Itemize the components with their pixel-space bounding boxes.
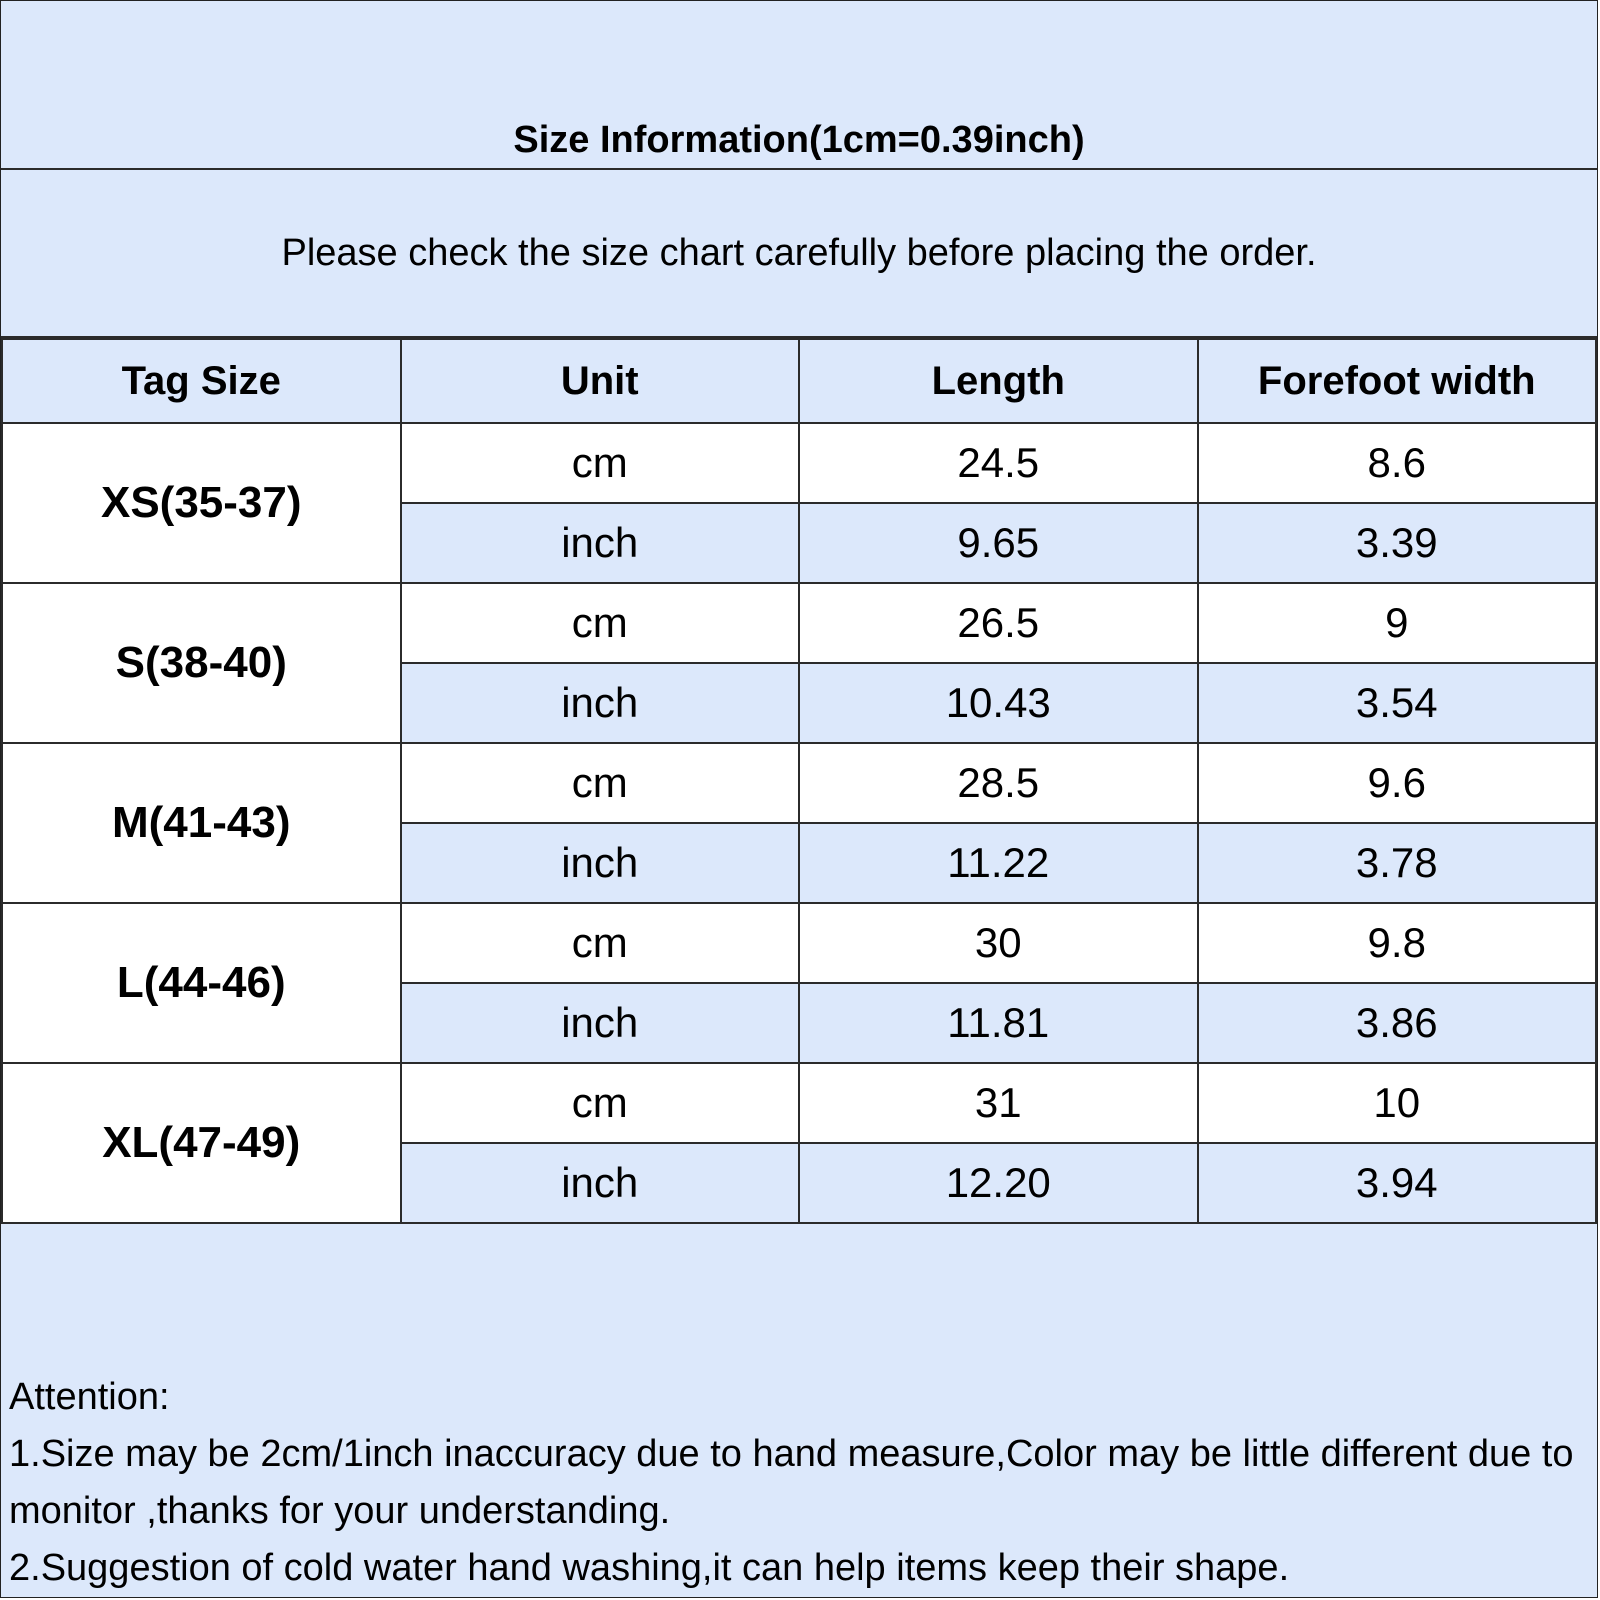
unit-cell: cm [401, 743, 800, 823]
width-cell: 8.6 [1198, 423, 1597, 503]
attention-item-1: 1.Size may be 2cm/1inch inaccuracy due to hand measure,Color may be little different due to monitor ,thanks for your understanding. [9, 1433, 1574, 1532]
header-tag-size: Tag Size [2, 339, 401, 423]
width-cell: 9 [1198, 583, 1597, 663]
header-length: Length [799, 339, 1198, 423]
tag-size-cell: XL(47-49) [2, 1063, 401, 1223]
length-cell: 11.81 [799, 983, 1198, 1063]
width-cell: 3.94 [1198, 1143, 1597, 1223]
tag-size-cell: S(38-40) [2, 583, 401, 743]
table-row [2, 1063, 1596, 1143]
width-cell: 3.78 [1198, 823, 1597, 903]
length-cell: 11.22 [799, 823, 1198, 903]
check-note: Please check the size chart carefully before placing the order. [281, 231, 1317, 274]
length-cell: 30 [799, 903, 1198, 983]
length-cell: 9.65 [799, 503, 1198, 583]
unit-cell: inch [401, 823, 800, 903]
length-cell: 26.5 [799, 583, 1198, 663]
header-row [2, 339, 1596, 423]
unit-cell: inch [401, 1143, 800, 1223]
width-cell: 9.8 [1198, 903, 1597, 983]
unit-cell: inch [401, 503, 800, 583]
length-cell: 10.43 [799, 663, 1198, 743]
width-cell: 10 [1198, 1063, 1597, 1143]
title-banner [1, 1, 1597, 170]
tag-size-cell: XS(35-37) [2, 423, 401, 583]
table-row [2, 423, 1596, 503]
table-row [2, 903, 1596, 983]
length-cell: 12.20 [799, 1143, 1198, 1223]
size-table [1, 338, 1597, 1224]
unit-cell: inch [401, 983, 800, 1063]
table-row [2, 583, 1596, 663]
width-cell: 3.54 [1198, 663, 1597, 743]
unit-cell: cm [401, 903, 800, 983]
unit-cell: cm [401, 1063, 800, 1143]
tag-size-cell: L(44-46) [2, 903, 401, 1063]
attention-item-2: 2.Suggestion of cold water hand washing,it can help items keep their shape. [9, 1547, 1290, 1589]
attention-heading: Attention: [9, 1376, 170, 1418]
header-unit: Unit [401, 339, 800, 423]
attention-notes [9, 1369, 1589, 1597]
length-cell: 31 [799, 1063, 1198, 1143]
header-forefoot-width: Forefoot width [1198, 339, 1597, 423]
length-cell: 24.5 [799, 423, 1198, 503]
note-banner [1, 170, 1597, 338]
chart-title: Size Information(1cm=0.39inch) [513, 119, 1085, 161]
length-cell: 28.5 [799, 743, 1198, 823]
table-row [2, 743, 1596, 823]
width-cell: 3.39 [1198, 503, 1597, 583]
width-cell: 3.86 [1198, 983, 1597, 1063]
unit-cell: inch [401, 663, 800, 743]
tag-size-cell: M(41-43) [2, 743, 401, 903]
unit-cell: cm [401, 583, 800, 663]
width-cell: 9.6 [1198, 743, 1597, 823]
unit-cell: cm [401, 423, 800, 503]
